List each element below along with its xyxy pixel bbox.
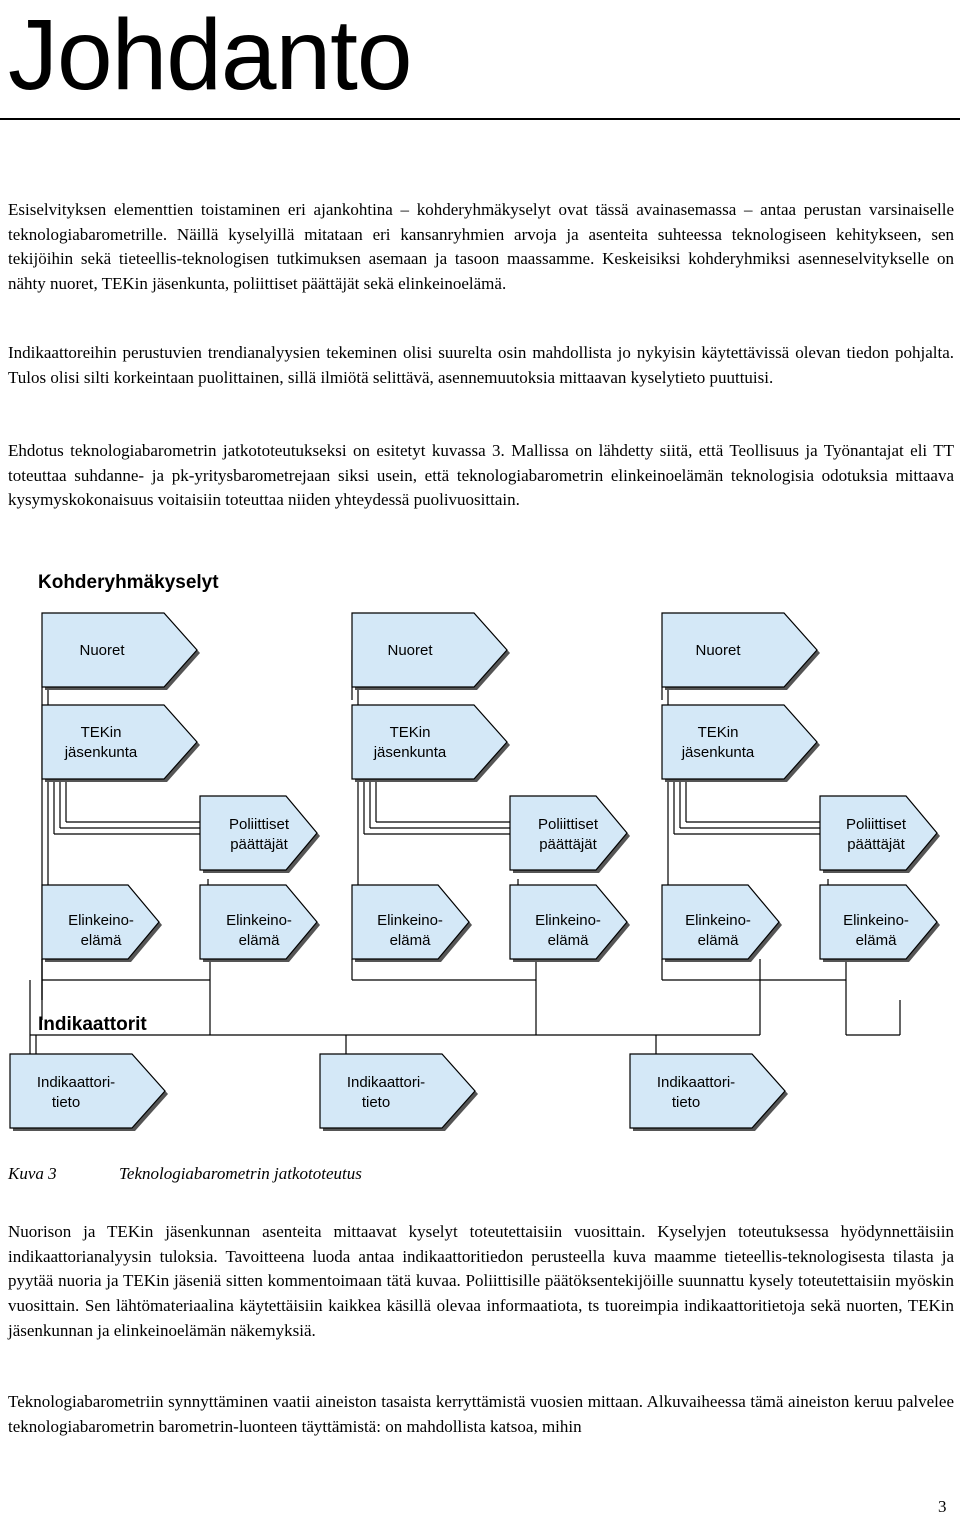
- box-elinkeino-1-line1: Elinkeino-: [68, 912, 134, 929]
- title-rule: [0, 118, 960, 120]
- box-poliittiset-2-line1: Poliittiset: [537, 816, 599, 833]
- box-elinkeino-3: [352, 885, 472, 962]
- box-indikaattori-1: [10, 1054, 168, 1131]
- box-elinkeino-4: [510, 885, 630, 962]
- box-tek-3-line1: TEKin: [697, 724, 739, 741]
- box-indikaattori-3: [630, 1054, 788, 1131]
- box-poliittiset-1-line1: Poliittiset: [228, 816, 290, 833]
- box-elinkeino-6-line1: Elinkeino-: [843, 912, 909, 929]
- box-elinkeino-2: [200, 885, 320, 962]
- paragraph-schedule: Nuorison ja TEKin jäsenkunnan asenteita mittaavat kyselyt toteutettaisiin vuosittain. Kyselyjen toteutuksessa hyödynnettäisiin indikaattorianalyysin tuloksia. Tavoitteena luoda antaa indikaattoritiedon perusteella kuva maamme tieteellis-teknologisesta tilasta ja pyytää nuoria ja TEKin jäseniä sitten kommentoimaan tätä kuvaa. Poliittisille päätöksentekijöille suunnattu kysely toteutettaisiin myöskin vuosittain. Sen lähtömateriaalina käytettäisiin kaikkea käsillä olevaa informaatiota, ts tuoreimpia indikaattoritietoja sekä nuorten, TEKin jäsenkunnan ja elinkeinoelämän näkemyksiä.: [8, 1222, 954, 1340]
- caption-text: Teknologiabarometrin jatkototeutus: [119, 1164, 362, 1183]
- box-elinkeino-6-line2: elämä: [855, 932, 897, 949]
- box-elinkeino-1: [42, 885, 162, 962]
- box-indikaattori-1-line1: Indikaattori-: [36, 1074, 116, 1091]
- box-tek-1-line2: jäsenkunta: [64, 744, 138, 761]
- box-nuoret-1: [42, 613, 200, 690]
- figure-3-diagram: [0, 560, 960, 1150]
- box-elinkeino-5-line1: Elinkeino-: [685, 912, 751, 929]
- box-poliittiset-3-line1: Poliittiset: [845, 816, 907, 833]
- page-number: 3: [938, 1497, 947, 1516]
- box-indikaattori-2: [320, 1054, 478, 1131]
- box-elinkeino-5: [662, 885, 782, 962]
- paragraph-accumulation: Teknologiabarometriin synnyttäminen vaatii aineiston tasaista kerryttämistä vuosien mittaan. Alkuvaiheessa tämä aineiston keruu palvelee teknologiabarometrin barometrin-luonteen täyttämistä: on mahdollista katsoa, mihin: [8, 1392, 954, 1436]
- box-poliittiset-1: [200, 796, 320, 873]
- heading-kohderyhmakyselyt: Kohderyhmäkyselyt: [38, 572, 219, 593]
- box-tek-1: [42, 705, 200, 782]
- box-tek-1-line1: TEKin: [80, 724, 122, 741]
- box-elinkeino-1-line2: elämä: [80, 932, 122, 949]
- box-elinkeino-5-line2: elämä: [697, 932, 739, 949]
- box-indikaattori-3-line1: Indikaattori-: [656, 1074, 736, 1091]
- paragraph-indicators: Indikaattoreihin perustuvien trendianalyysien tekeminen olisi suurelta osin mahdollista jo nykyisin käytettävissä olevan tiedon pohjalta. Tulos olisi silti korkeintaan puolittainen, sillä ilmiötä selittävä, asennemuutoksia mittaavan kyselytieto puuttuisi.: [8, 343, 954, 387]
- box-tek-2-line2: jäsenkunta: [373, 744, 447, 761]
- box-elinkeino-3-line2: elämä: [389, 932, 431, 949]
- paragraph-intro: Esiselvityksen elementtien toistaminen eri ajankohtina – kohderyhmäkyselyt ovat tässä avainasemassa – antaa perustan varsinaiselle teknologiabarometrille. Näillä kyselyillä mitataan eri kansanryhmien arvoja ja asenteita suhteessa teknologiseen kehitykseen, sen tekijöihin sekä tieteellis-teknologisen tutkimuksen asemaan ja tasoon maassamme. Keskeisiksi kohderyhmiksi asenneselvitykselle on nähty nuoret, TEKin jäsenkunta, poliittiset päättäjät sekä elinkeinoelämä.: [8, 200, 954, 294]
- box-tek-3: [662, 705, 820, 782]
- box-elinkeino-2-line2: elämä: [238, 932, 280, 949]
- box-elinkeino-4-line1: Elinkeino-: [535, 912, 601, 929]
- box-nuoret-2-label: Nuoret: [387, 642, 433, 659]
- box-poliittiset-2: [510, 796, 630, 873]
- box-elinkeino-3-line1: Elinkeino-: [377, 912, 443, 929]
- box-elinkeino-2-line1: Elinkeino-: [226, 912, 292, 929]
- box-indikaattori-1-line2: tieto: [51, 1094, 81, 1111]
- box-nuoret-1-label: Nuoret: [79, 642, 125, 659]
- box-tek-2-line1: TEKin: [389, 724, 431, 741]
- box-indikaattori-2-line2: tieto: [361, 1094, 391, 1111]
- box-poliittiset-2-line2: päättäjät: [539, 836, 597, 853]
- box-tek-2: [352, 705, 510, 782]
- box-indikaattori-2-line1: Indikaattori-: [346, 1074, 426, 1091]
- box-indikaattori-3-line2: tieto: [671, 1094, 701, 1111]
- box-tek-3-line2: jäsenkunta: [681, 744, 755, 761]
- box-elinkeino-4-line2: elämä: [547, 932, 589, 949]
- box-elinkeino-6: [820, 885, 940, 962]
- box-nuoret-3: [662, 613, 820, 690]
- box-nuoret-3-label: Nuoret: [695, 642, 741, 659]
- box-nuoret-2: [352, 613, 510, 690]
- box-poliittiset-3-line2: päättäjät: [847, 836, 905, 853]
- caption-label: Kuva 3: [8, 1164, 57, 1183]
- heading-indikaattorit: Indikaattorit: [38, 1014, 147, 1035]
- paragraph-proposal: Ehdotus teknologiabarometrin jatkototeutukseksi on esitetyt kuvassa 3. Mallissa on lähdetty siitä, että Teollisuus ja Työnantajat eli TT toteuttaa suhdanne- ja pk-yritysbarometrejaan siksi usein, että teknologiabarometrin elinkeinoelämän teknologisia odotuksia mittaava kysymyskokonaisuus voitaisiin toteuttaa niiden yhteydessä puolivuosittain.: [8, 441, 954, 510]
- page-title: Johdanto: [8, 0, 412, 111]
- box-poliittiset-1-line2: päättäjät: [230, 836, 288, 853]
- box-poliittiset-3: [820, 796, 940, 873]
